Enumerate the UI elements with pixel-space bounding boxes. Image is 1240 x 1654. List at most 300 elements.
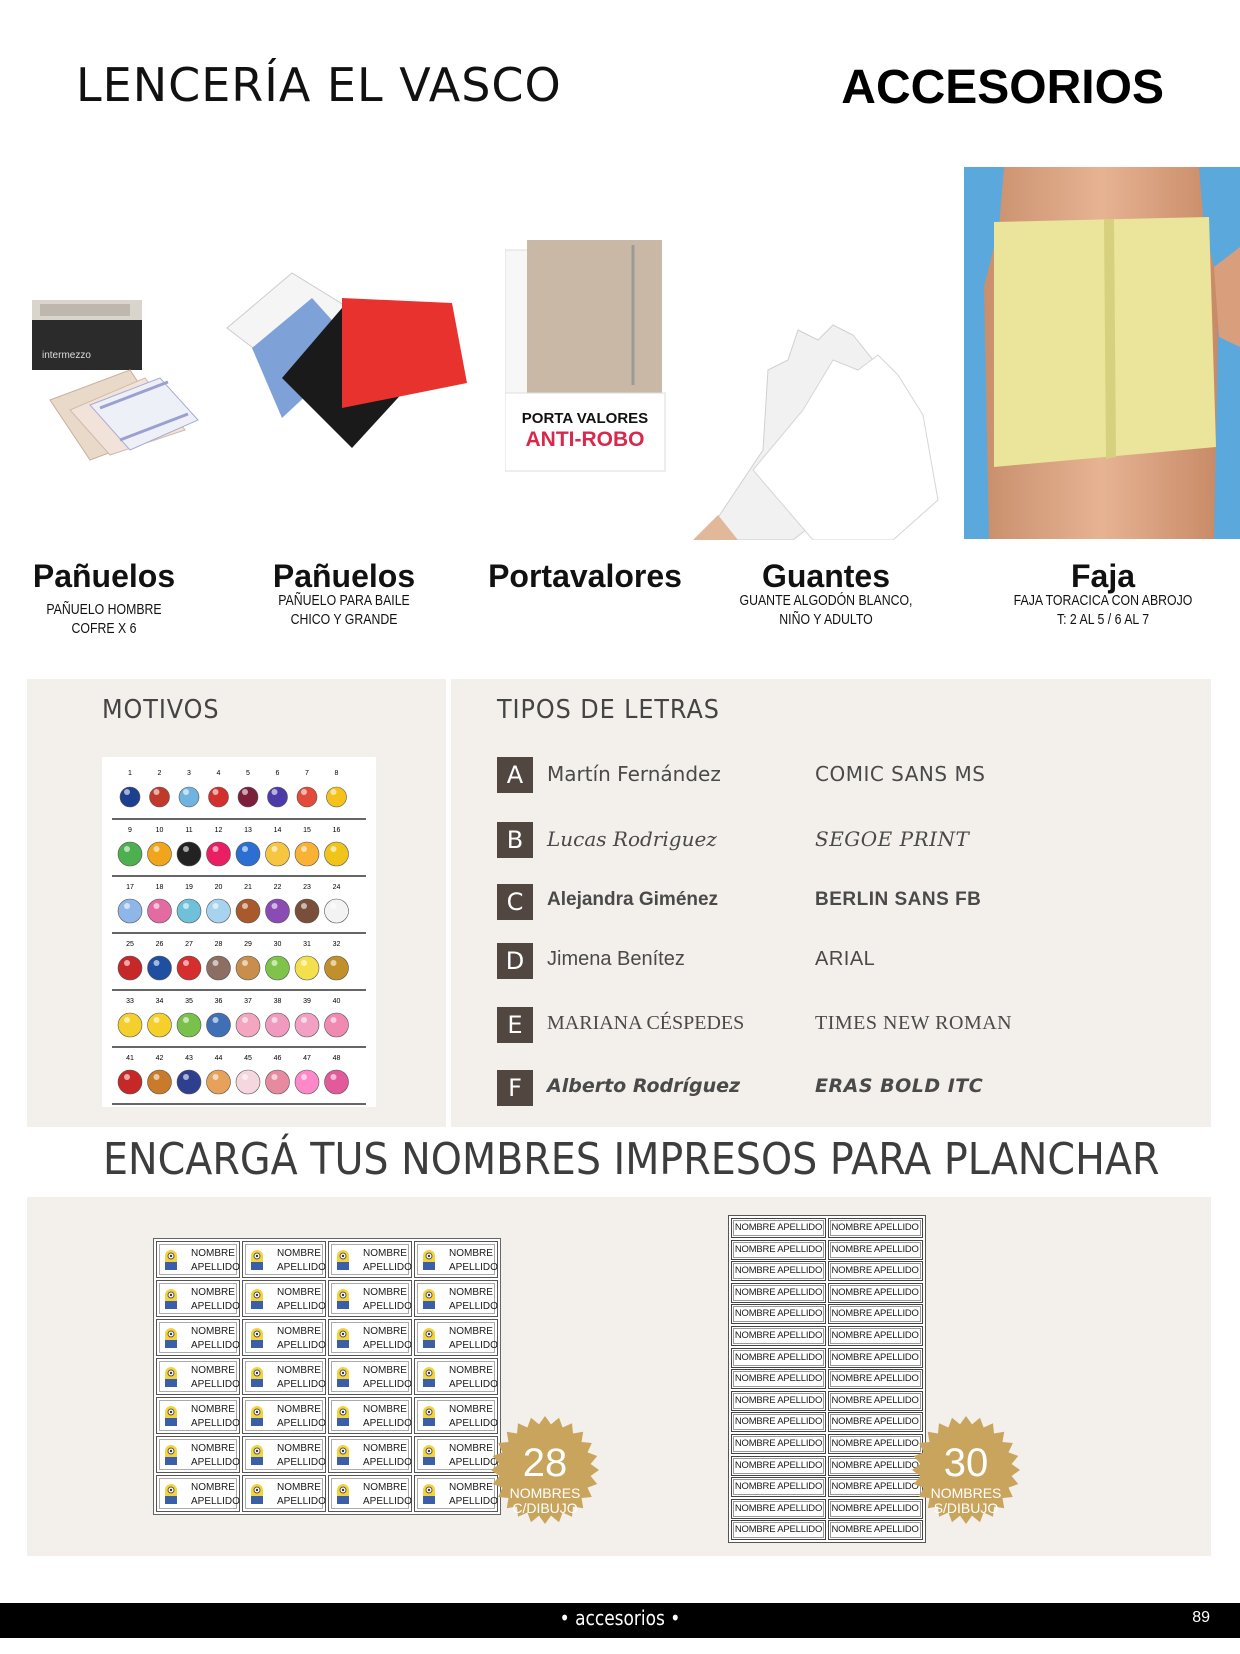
minion-icon (249, 1326, 265, 1350)
name-label-with-drawing (414, 1280, 498, 1317)
brand-title: LENCERÍA EL VASCO (76, 58, 562, 112)
motivo-number: 42 (155, 1055, 164, 1062)
seal-line: S/DIBUJO (933, 1500, 999, 1516)
motivo-icon-highlight (242, 1074, 248, 1080)
name-label-without-drawing: NOMBRE APELLIDO (828, 1261, 923, 1281)
label-name: NOMBRE (277, 1404, 321, 1415)
name-label-with-drawing (328, 1241, 412, 1278)
seal-line: C/DIBUJO (512, 1500, 578, 1516)
section-title: ACCESORIOS (841, 61, 1164, 114)
motivo-icon (207, 956, 231, 980)
name-label-without-drawing: NOMBRE APELLIDO (828, 1326, 923, 1346)
label-surname: APELLIDO (449, 1301, 498, 1312)
motivo-icon (238, 787, 258, 807)
minion-icon (249, 1443, 265, 1467)
name-label-without-drawing: NOMBRE APELLIDO (731, 1261, 826, 1281)
motivo-number: 31 (303, 941, 311, 948)
label-surname: APELLIDO (191, 1496, 240, 1507)
minion-icon (421, 1482, 437, 1506)
font-name: TIMES NEW ROMAN (815, 1012, 1013, 1034)
name-label-with-drawing (156, 1358, 240, 1395)
name-label-with-drawing (414, 1436, 498, 1473)
name-label-without-drawing: NOMBRE APELLIDO (828, 1369, 923, 1389)
name-label-without-drawing: NOMBRE APELLIDO (828, 1391, 923, 1411)
seal-number: 28 (522, 1441, 568, 1485)
label-name: NOMBRE (191, 1287, 235, 1298)
motivo-icon (207, 1013, 231, 1037)
name-label-with-drawing (328, 1475, 412, 1512)
font-name: BERLIN SANS FB (815, 889, 982, 910)
motivo-number: 12 (214, 827, 223, 834)
seal-number: 30 (943, 1441, 989, 1485)
label-surname: APELLIDO (191, 1418, 240, 1429)
motivo-icon (209, 787, 229, 807)
product-name-guantes: Guantes (761, 558, 891, 594)
motivo-number: 29 (244, 941, 252, 948)
motivo-number: 7 (305, 770, 309, 777)
motivo-number: 10 (155, 827, 164, 834)
font-letter-badge: D (497, 943, 533, 979)
motivo-icon (295, 842, 319, 866)
label-name: NOMBRE (449, 1404, 493, 1415)
motivo-icon-highlight (183, 1074, 189, 1080)
label-name: NOMBRE (191, 1248, 235, 1259)
name-label-without-drawing: NOMBRE APELLIDO (828, 1499, 923, 1519)
name-label-with-drawing (328, 1436, 412, 1473)
name-label-without-drawing: NOMBRE APELLIDO (731, 1391, 826, 1411)
label-surname: APELLIDO (363, 1379, 412, 1390)
label-name: NOMBRE (277, 1248, 321, 1259)
name-label-with-drawing (328, 1280, 412, 1317)
motivo-number: 9 (128, 827, 132, 834)
motivo-icon (177, 899, 201, 923)
label-surname: APELLIDO (191, 1262, 240, 1273)
label-surname: APELLIDO (191, 1301, 240, 1312)
motivo-icon-highlight (124, 1074, 130, 1080)
motivo-number: 30 (273, 941, 282, 948)
label-surname: APELLIDO (191, 1457, 240, 1468)
minion-icon (421, 1443, 437, 1467)
minion-icon (421, 1404, 437, 1428)
minion-icon (249, 1248, 265, 1272)
name-label-with-drawing (414, 1475, 498, 1512)
name-label-with-drawing (414, 1241, 498, 1278)
motivo-number: 22 (273, 884, 282, 891)
font-letter-badge: A (497, 757, 533, 793)
dance-handkerchiefs-image (222, 268, 472, 458)
motivo-number: 32 (332, 941, 341, 948)
motivo-number: 25 (126, 941, 134, 948)
name-label-with-drawing (156, 1475, 240, 1512)
motivo-number: 14 (273, 827, 282, 834)
name-label-without-drawing: NOMBRE APELLIDO (828, 1348, 923, 1368)
product-desc-line: NIÑO Y ADULTO (779, 611, 873, 628)
motivo-icon-highlight (301, 846, 307, 852)
motivo-icon-highlight (331, 789, 337, 795)
name-label-with-drawing (328, 1358, 412, 1395)
label-surname: APELLIDO (449, 1418, 498, 1429)
name-label-with-drawing (414, 1358, 498, 1395)
motivo-icon (327, 787, 347, 807)
name-label-without-drawing: NOMBRE APELLIDO (828, 1218, 923, 1238)
motivo-number: 11 (185, 827, 193, 834)
minion-icon (335, 1482, 351, 1506)
motivo-number: 1 (128, 770, 132, 777)
label-surname: APELLIDO (363, 1262, 412, 1273)
page-number: 89 (1192, 1609, 1210, 1626)
motivo-icon (148, 1070, 172, 1094)
product-name-portavalores: Portavalores (488, 558, 682, 594)
motivo-icon-highlight (272, 960, 278, 966)
font-sample: Alejandra Giménez (547, 889, 719, 910)
motivos-sheet (102, 757, 376, 1107)
motivo-icon (236, 899, 260, 923)
motivo-number: 3 (187, 770, 191, 777)
motivo-icon (325, 899, 349, 923)
name-label-without-drawing: NOMBRE APELLIDO (731, 1240, 826, 1260)
motivo-icon (148, 1013, 172, 1037)
font-letter-badge: F (497, 1070, 533, 1106)
motivo-icon (295, 1070, 319, 1094)
motivo-number: 33 (126, 998, 134, 1005)
motivos-title: MOTIVOS (102, 695, 220, 725)
minion-icon (421, 1365, 437, 1389)
motivo-icon-highlight (272, 789, 278, 795)
font-letter-badge: B (497, 822, 533, 858)
label-surname: APELLIDO (449, 1457, 498, 1468)
label-name: NOMBRE (363, 1482, 407, 1493)
minion-icon (335, 1404, 351, 1428)
label-surname: APELLIDO (277, 1340, 326, 1351)
motivo-icon-highlight (183, 789, 189, 795)
label-surname: APELLIDO (363, 1457, 412, 1468)
motivo-number: 5 (246, 770, 250, 777)
motivo-icon (266, 956, 290, 980)
motivo-icon (118, 1070, 142, 1094)
label-surname: APELLIDO (277, 1418, 326, 1429)
name-label-with-drawing (242, 1475, 326, 1512)
font-sample: Jimena Benítez (547, 948, 685, 970)
motivo-icon-highlight (213, 1017, 219, 1023)
motivo-icon (177, 956, 201, 980)
motivo-number: 40 (332, 998, 341, 1005)
minion-icon (421, 1287, 437, 1311)
label-name: NOMBRE (191, 1365, 235, 1376)
motivo-icon (118, 899, 142, 923)
name-label-without-drawing: NOMBRE APELLIDO (828, 1240, 923, 1260)
motivo-number: 4 (216, 770, 221, 777)
label-name: NOMBRE (277, 1482, 321, 1493)
label-surname: APELLIDO (191, 1340, 240, 1351)
label-surname: APELLIDO (363, 1418, 412, 1429)
motivo-icon-highlight (124, 1017, 130, 1023)
label-name: NOMBRE (449, 1365, 493, 1376)
minion-icon (249, 1365, 265, 1389)
motivo-icon (207, 1070, 231, 1094)
label-name: NOMBRE (277, 1287, 321, 1298)
name-label-without-drawing: NOMBRE APELLIDO (731, 1369, 826, 1389)
motivo-icon (266, 899, 290, 923)
portavalores-label-line2: ANTI-ROBO (525, 428, 645, 451)
motivo-number: 37 (244, 998, 252, 1005)
label-name: NOMBRE (277, 1326, 321, 1337)
motivo-number: 38 (273, 998, 282, 1005)
label-name: NOMBRE (449, 1287, 493, 1298)
minion-icon (421, 1248, 437, 1272)
motivo-number: 45 (244, 1055, 252, 1062)
label-surname: APELLIDO (277, 1301, 326, 1312)
motivo-icon (207, 842, 231, 866)
motivo-icon-highlight (124, 789, 130, 795)
motivo-icon-highlight (154, 789, 160, 795)
name-label-with-drawing (242, 1241, 326, 1278)
minion-icon (163, 1248, 179, 1272)
handkerchief-box-image (20, 290, 210, 490)
motivo-number: 21 (244, 884, 252, 891)
motivo-icon (325, 1070, 349, 1094)
motivo-number: 27 (185, 941, 193, 948)
motivo-number: 48 (332, 1055, 341, 1062)
name-label-with-drawing (156, 1241, 240, 1278)
motivo-icon-highlight (154, 1074, 160, 1080)
label-surname: APELLIDO (277, 1496, 326, 1507)
name-label-with-drawing (156, 1319, 240, 1356)
minion-icon (335, 1365, 351, 1389)
motivo-number: 28 (214, 941, 223, 948)
motivo-icon-highlight (124, 903, 130, 909)
label-name: NOMBRE (449, 1248, 493, 1259)
motivo-icon (295, 1013, 319, 1037)
minion-icon (421, 1326, 437, 1350)
motivo-icon-highlight (331, 903, 337, 909)
minion-icon (335, 1287, 351, 1311)
motivo-number: 39 (303, 998, 311, 1005)
motivo-icon-highlight (331, 1017, 337, 1023)
motivo-icon (148, 842, 172, 866)
seal-line: NOMBRES (930, 1485, 1002, 1501)
font-letter-badge: C (497, 884, 533, 920)
name-label-without-drawing: NOMBRE APELLIDO (731, 1304, 826, 1324)
motivo-number: 18 (155, 884, 164, 891)
labels-without-drawing-sheet (728, 1215, 926, 1543)
motivo-number: 46 (273, 1055, 282, 1062)
motivo-number: 23 (303, 884, 311, 891)
motivo-number: 15 (303, 827, 311, 834)
motivo-icon-highlight (213, 960, 219, 966)
label-surname: APELLIDO (191, 1379, 240, 1390)
motivo-number: 6 (275, 770, 280, 777)
tipos-letras-title: TIPOS DE LETRAS (497, 695, 720, 725)
font-sample: MARIANA CÉSPEDES (547, 1012, 745, 1034)
label-surname: APELLIDO (449, 1262, 498, 1273)
motivo-icon (325, 842, 349, 866)
product-name-faja: Faja (1070, 558, 1136, 594)
product-name-panuelos-hombre: Pañuelos (32, 558, 176, 594)
label-name: NOMBRE (363, 1287, 407, 1298)
label-name: NOMBRE (277, 1443, 321, 1454)
motivo-number: 35 (185, 998, 193, 1005)
motivo-icon (297, 787, 317, 807)
motivo-icon (325, 956, 349, 980)
motivo-icon-highlight (242, 1017, 248, 1023)
motivo-icon (325, 1013, 349, 1037)
product-desc-line: CHICO Y GRANDE (290, 611, 398, 628)
name-label-without-drawing: NOMBRE APELLIDO (731, 1326, 826, 1346)
minion-icon (335, 1248, 351, 1272)
label-name: NOMBRE (363, 1248, 407, 1259)
name-label-with-drawing (242, 1397, 326, 1434)
motivo-icon (148, 899, 172, 923)
motivo-icon-highlight (183, 1017, 189, 1023)
name-label-with-drawing (156, 1436, 240, 1473)
motivo-icon (236, 956, 260, 980)
footer-label: • accesorios • (559, 1606, 681, 1630)
name-label-without-drawing: NOMBRE APELLIDO (731, 1412, 826, 1432)
name-label-with-drawing (414, 1319, 498, 1356)
name-label-without-drawing: NOMBRE APELLIDO (828, 1304, 923, 1324)
motivo-icon-highlight (183, 903, 189, 909)
label-surname: APELLIDO (363, 1340, 412, 1351)
minion-icon (163, 1287, 179, 1311)
product-desc-line: FAJA TORACICA CON ABROJO (1013, 592, 1193, 609)
motivo-number: 36 (214, 998, 223, 1005)
label-surname: APELLIDO (449, 1379, 498, 1390)
labels-with-drawing-sheet (153, 1238, 501, 1515)
minion-icon (163, 1404, 179, 1428)
label-name: NOMBRE (363, 1326, 407, 1337)
motivo-number: 24 (332, 884, 341, 891)
motivo-number: 26 (155, 941, 164, 948)
name-label-with-drawing (328, 1397, 412, 1434)
font-name: ERAS BOLD ITC (815, 1075, 984, 1097)
motivo-icon (266, 1070, 290, 1094)
motivo-icon-highlight (213, 903, 219, 909)
motivo-icon (150, 787, 170, 807)
font-name: ARIAL (815, 948, 876, 970)
motivo-number: 2 (157, 770, 162, 777)
motivo-number: 16 (332, 827, 341, 834)
motivo-icon (177, 1070, 201, 1094)
name-label-without-drawing: NOMBRE APELLIDO (731, 1283, 826, 1303)
portavalores-label-line1: PORTA VALORES (521, 410, 649, 427)
motivo-icon-highlight (331, 846, 337, 852)
motivo-number: 41 (126, 1055, 134, 1062)
motivo-icon (236, 1070, 260, 1094)
product-desc-line: COFRE X 6 (71, 620, 137, 637)
name-label-with-drawing (242, 1436, 326, 1473)
motivo-number: 19 (185, 884, 193, 891)
name-label-without-drawing: NOMBRE APELLIDO (828, 1477, 923, 1497)
font-name: COMIC SANS MS (815, 762, 986, 786)
product-name-panuelos-baile: Pañuelos (272, 558, 416, 594)
motivo-icon-highlight (301, 1017, 307, 1023)
name-label-with-drawing (156, 1280, 240, 1317)
font-name: SEGOE PRINT (815, 827, 970, 851)
motivo-icon-highlight (183, 846, 189, 852)
motivo-icon (268, 787, 288, 807)
encarga-title: ENCARGÁ TUS NOMBRES IMPRESOS PARA PLANCHAR (103, 1134, 1160, 1185)
product-desc-line: GUANTE ALGODÓN BLANCO, (739, 592, 913, 609)
product-desc-line: T: 2 AL 5 / 6 AL 7 (1056, 611, 1150, 628)
label-name: NOMBRE (363, 1404, 407, 1415)
motivo-icon-highlight (272, 903, 278, 909)
gloves-image (693, 300, 965, 540)
label-name: NOMBRE (449, 1482, 493, 1493)
name-label-without-drawing: NOMBRE APELLIDO (731, 1434, 826, 1454)
minion-icon (249, 1482, 265, 1506)
font-sample: Lucas Rodriguez (547, 827, 717, 851)
label-name: NOMBRE (449, 1326, 493, 1337)
motivo-icon-highlight (242, 846, 248, 852)
motivo-icon-highlight (213, 846, 219, 852)
label-surname: APELLIDO (277, 1457, 326, 1468)
minion-icon (249, 1404, 265, 1428)
name-label-without-drawing: NOMBRE APELLIDO (731, 1218, 826, 1238)
motivo-icon-highlight (272, 1017, 278, 1023)
motivo-icon (120, 787, 140, 807)
motivos-grid-svg (102, 757, 376, 1107)
motivo-icon (207, 899, 231, 923)
label-name: NOMBRE (191, 1482, 235, 1493)
motivo-number: 43 (185, 1055, 193, 1062)
motivo-icon-highlight (242, 960, 248, 966)
motivo-number: 47 (303, 1055, 311, 1062)
motivo-icon (118, 956, 142, 980)
name-label-without-drawing: NOMBRE APELLIDO (731, 1477, 826, 1497)
seal-line: NOMBRES (509, 1485, 581, 1501)
motivo-number: 8 (334, 770, 339, 777)
label-name: NOMBRE (191, 1326, 235, 1337)
minion-icon (249, 1287, 265, 1311)
label-surname: APELLIDO (277, 1379, 326, 1390)
motivo-icon-highlight (301, 1074, 307, 1080)
motivo-icon-highlight (272, 1074, 278, 1080)
minion-icon (335, 1443, 351, 1467)
motivo-icon (177, 842, 201, 866)
motivo-icon-highlight (213, 1074, 219, 1080)
motivo-icon (295, 899, 319, 923)
motivo-icon-highlight (154, 1017, 160, 1023)
motivo-icon-highlight (242, 903, 248, 909)
motivo-icon-highlight (331, 960, 337, 966)
product-desc-line: PAÑUELO HOMBRE (46, 601, 162, 618)
label-surname: APELLIDO (449, 1340, 498, 1351)
label-name: NOMBRE (277, 1365, 321, 1376)
label-surname: APELLIDO (277, 1262, 326, 1273)
motivo-number: 34 (155, 998, 164, 1005)
motivo-icon-highlight (301, 903, 307, 909)
label-name: NOMBRE (363, 1443, 407, 1454)
motivo-icon (118, 842, 142, 866)
name-label-with-drawing (242, 1280, 326, 1317)
name-label-without-drawing: NOMBRE APELLIDO (828, 1412, 923, 1432)
motivo-icon-highlight (242, 789, 248, 795)
name-label-with-drawing (242, 1319, 326, 1356)
name-label-without-drawing: NOMBRE APELLIDO (731, 1520, 826, 1540)
name-label-without-drawing: NOMBRE APELLIDO (731, 1348, 826, 1368)
minion-icon (335, 1326, 351, 1350)
name-label-with-drawing (242, 1358, 326, 1395)
motivo-icon-highlight (124, 960, 130, 966)
minion-icon (163, 1326, 179, 1350)
minion-icon (163, 1443, 179, 1467)
name-label-without-drawing: NOMBRE APELLIDO (731, 1499, 826, 1519)
name-label-without-drawing: NOMBRE APELLIDO (828, 1283, 923, 1303)
motivo-icon-highlight (154, 903, 160, 909)
label-surname: APELLIDO (363, 1301, 412, 1312)
motivo-icon-highlight (331, 1074, 337, 1080)
font-letter-badge: E (497, 1007, 533, 1043)
